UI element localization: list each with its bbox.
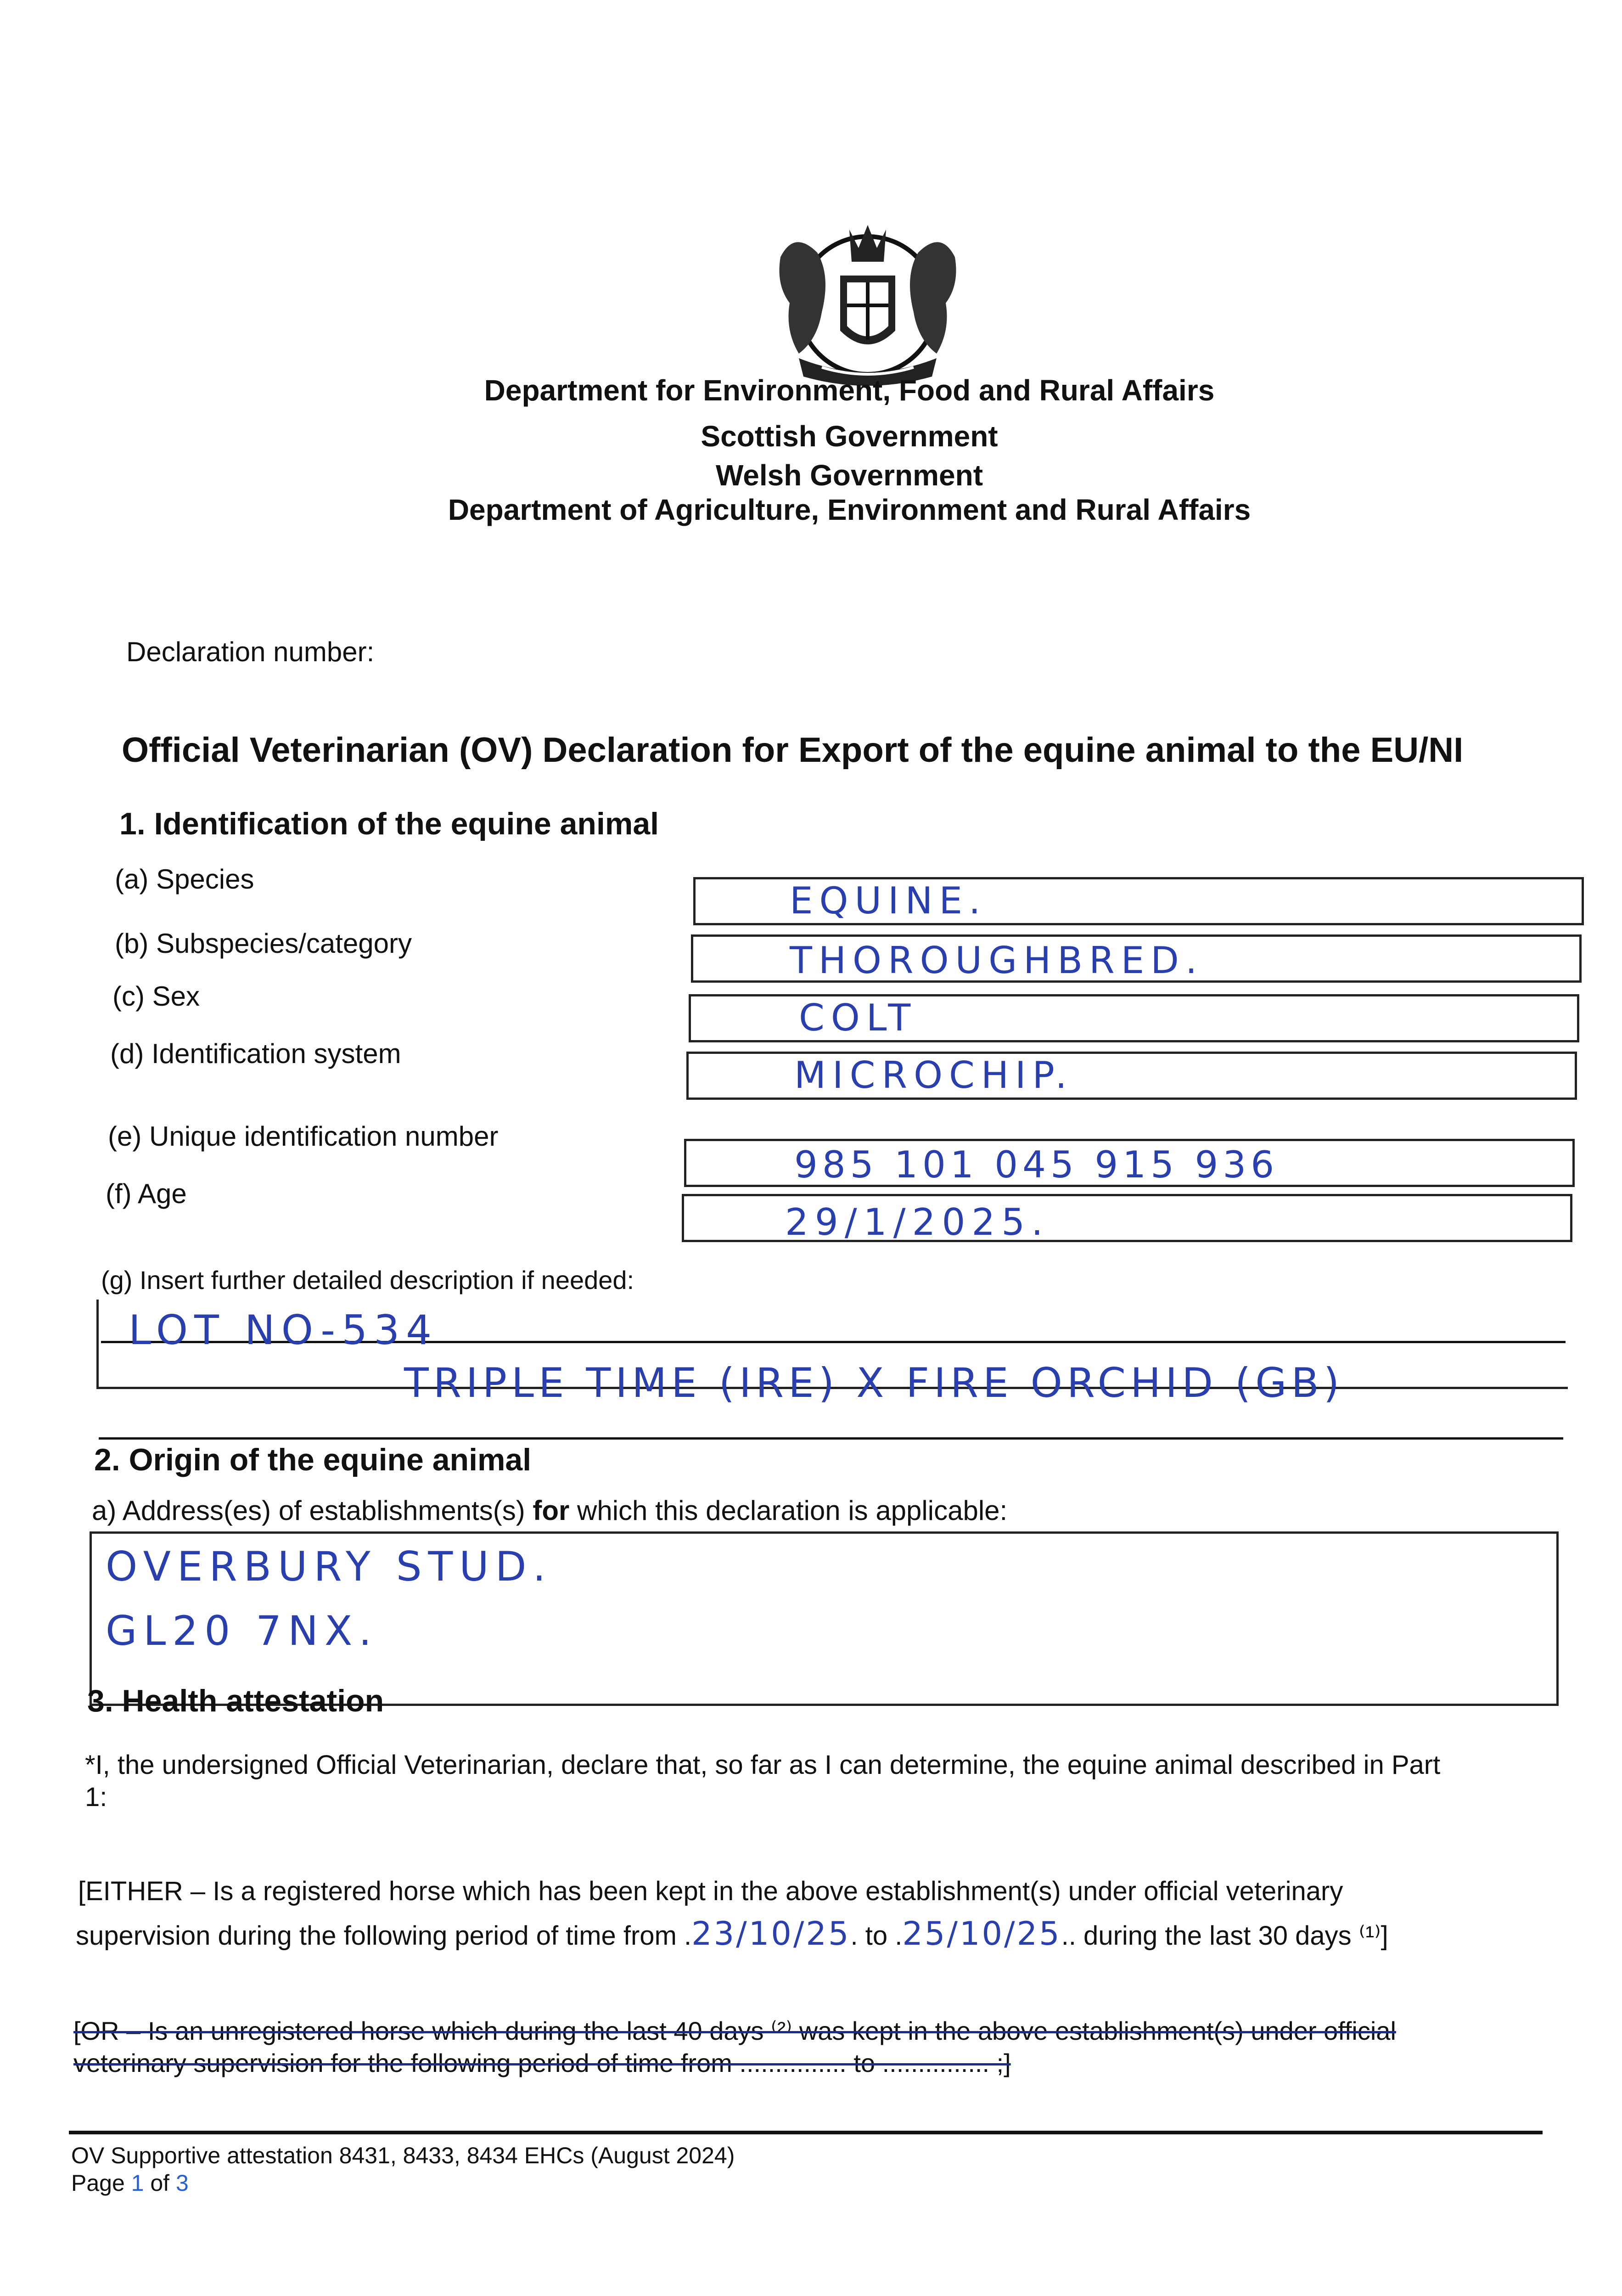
health-intro-line1: *I, the undersigned Official Veterinarian, declare that, so far as I can determine, the equine animal described in Part	[85, 1750, 1441, 1780]
department-scottish-government: Scottish Government	[701, 420, 998, 453]
declaration-number-label: Declaration number:	[126, 636, 375, 667]
department-defra: Department for Environment, Food and Rural Affairs	[484, 374, 1215, 407]
unique-id-label: (e) Unique identification number	[108, 1121, 499, 1152]
address-label: a) Address(es) of establishments(s) for which this declaration is applicable:	[92, 1495, 1008, 1526]
footer-rule	[69, 2131, 1543, 2134]
section1-heading: 1. Identification of the equine animal	[119, 806, 659, 841]
document-title: Official Veterinarian (OV) Declaration for Export of the equine animal to the EU/NI	[122, 731, 1464, 770]
unique-id-value: 985 101 045 915 936	[794, 1143, 1279, 1186]
footer-attestation: OV Supportive attestation 8431, 8433, 8434 EHCs (August 2024)	[71, 2143, 735, 2168]
further-description-line2: TRIPLE TIME (IRE) X FIRE ORCHID (GB)	[404, 1359, 1344, 1407]
either-date-to: 25/10/25	[902, 1915, 1061, 1953]
or-line2: veterinary supervision for the following period of time from ............... to ............... ;]	[73, 2048, 1011, 2077]
section1-bottom-rule	[99, 1437, 1563, 1440]
page-indicator: Page 1 of 3	[71, 2170, 189, 2196]
further-description-label: (g) Insert further detailed description if needed:	[101, 1266, 634, 1294]
either-line1: [EITHER – Is a registered horse which has been kept in the above establishment(s) under official veterinary	[78, 1876, 1343, 1906]
sex-label: (c) Sex	[112, 981, 200, 1012]
section3-heading: 3. Health attestation	[87, 1683, 384, 1718]
identification-system-label: (d) Identification system	[110, 1038, 401, 1069]
section2-heading: 2. Origin of the equine animal	[94, 1442, 532, 1477]
subspecies-label: (b) Subspecies/category	[115, 928, 412, 959]
species-value: EQUINE.	[790, 879, 987, 922]
further-description-line1: LOT NO-534	[129, 1306, 438, 1354]
address-line1: OVERBURY STUD.	[106, 1543, 552, 1590]
or-line1: [OR – Is an unregistered horse which during the last 40 days ⁽²⁾ was kept in the above establishment(s) under official	[73, 2016, 1396, 2045]
department-welsh-government: Welsh Government	[715, 459, 983, 492]
either-date-from: 23/10/25	[691, 1915, 851, 1953]
health-intro-line2: 1:	[85, 1782, 107, 1812]
species-label: (a) Species	[115, 864, 254, 895]
identification-system-value: MICROCHIP.	[794, 1054, 1073, 1097]
address-line2: GL20 7NX.	[106, 1607, 378, 1654]
age-value: 29/1/2025.	[785, 1201, 1050, 1244]
age-label: (f) Age	[106, 1178, 187, 1209]
department-daera: Department of Agriculture, Environment and Rural Affairs	[448, 493, 1251, 526]
sex-value: COLT	[799, 996, 917, 1039]
subspecies-value: THOROUGHBRED.	[790, 939, 1204, 982]
either-line2: supervision during the following period of time from .23/10/25. to .25/10/25.. during the last 30 days ⁽¹⁾]	[76, 1915, 1388, 1953]
royal-coat-of-arms-icon	[762, 202, 973, 386]
